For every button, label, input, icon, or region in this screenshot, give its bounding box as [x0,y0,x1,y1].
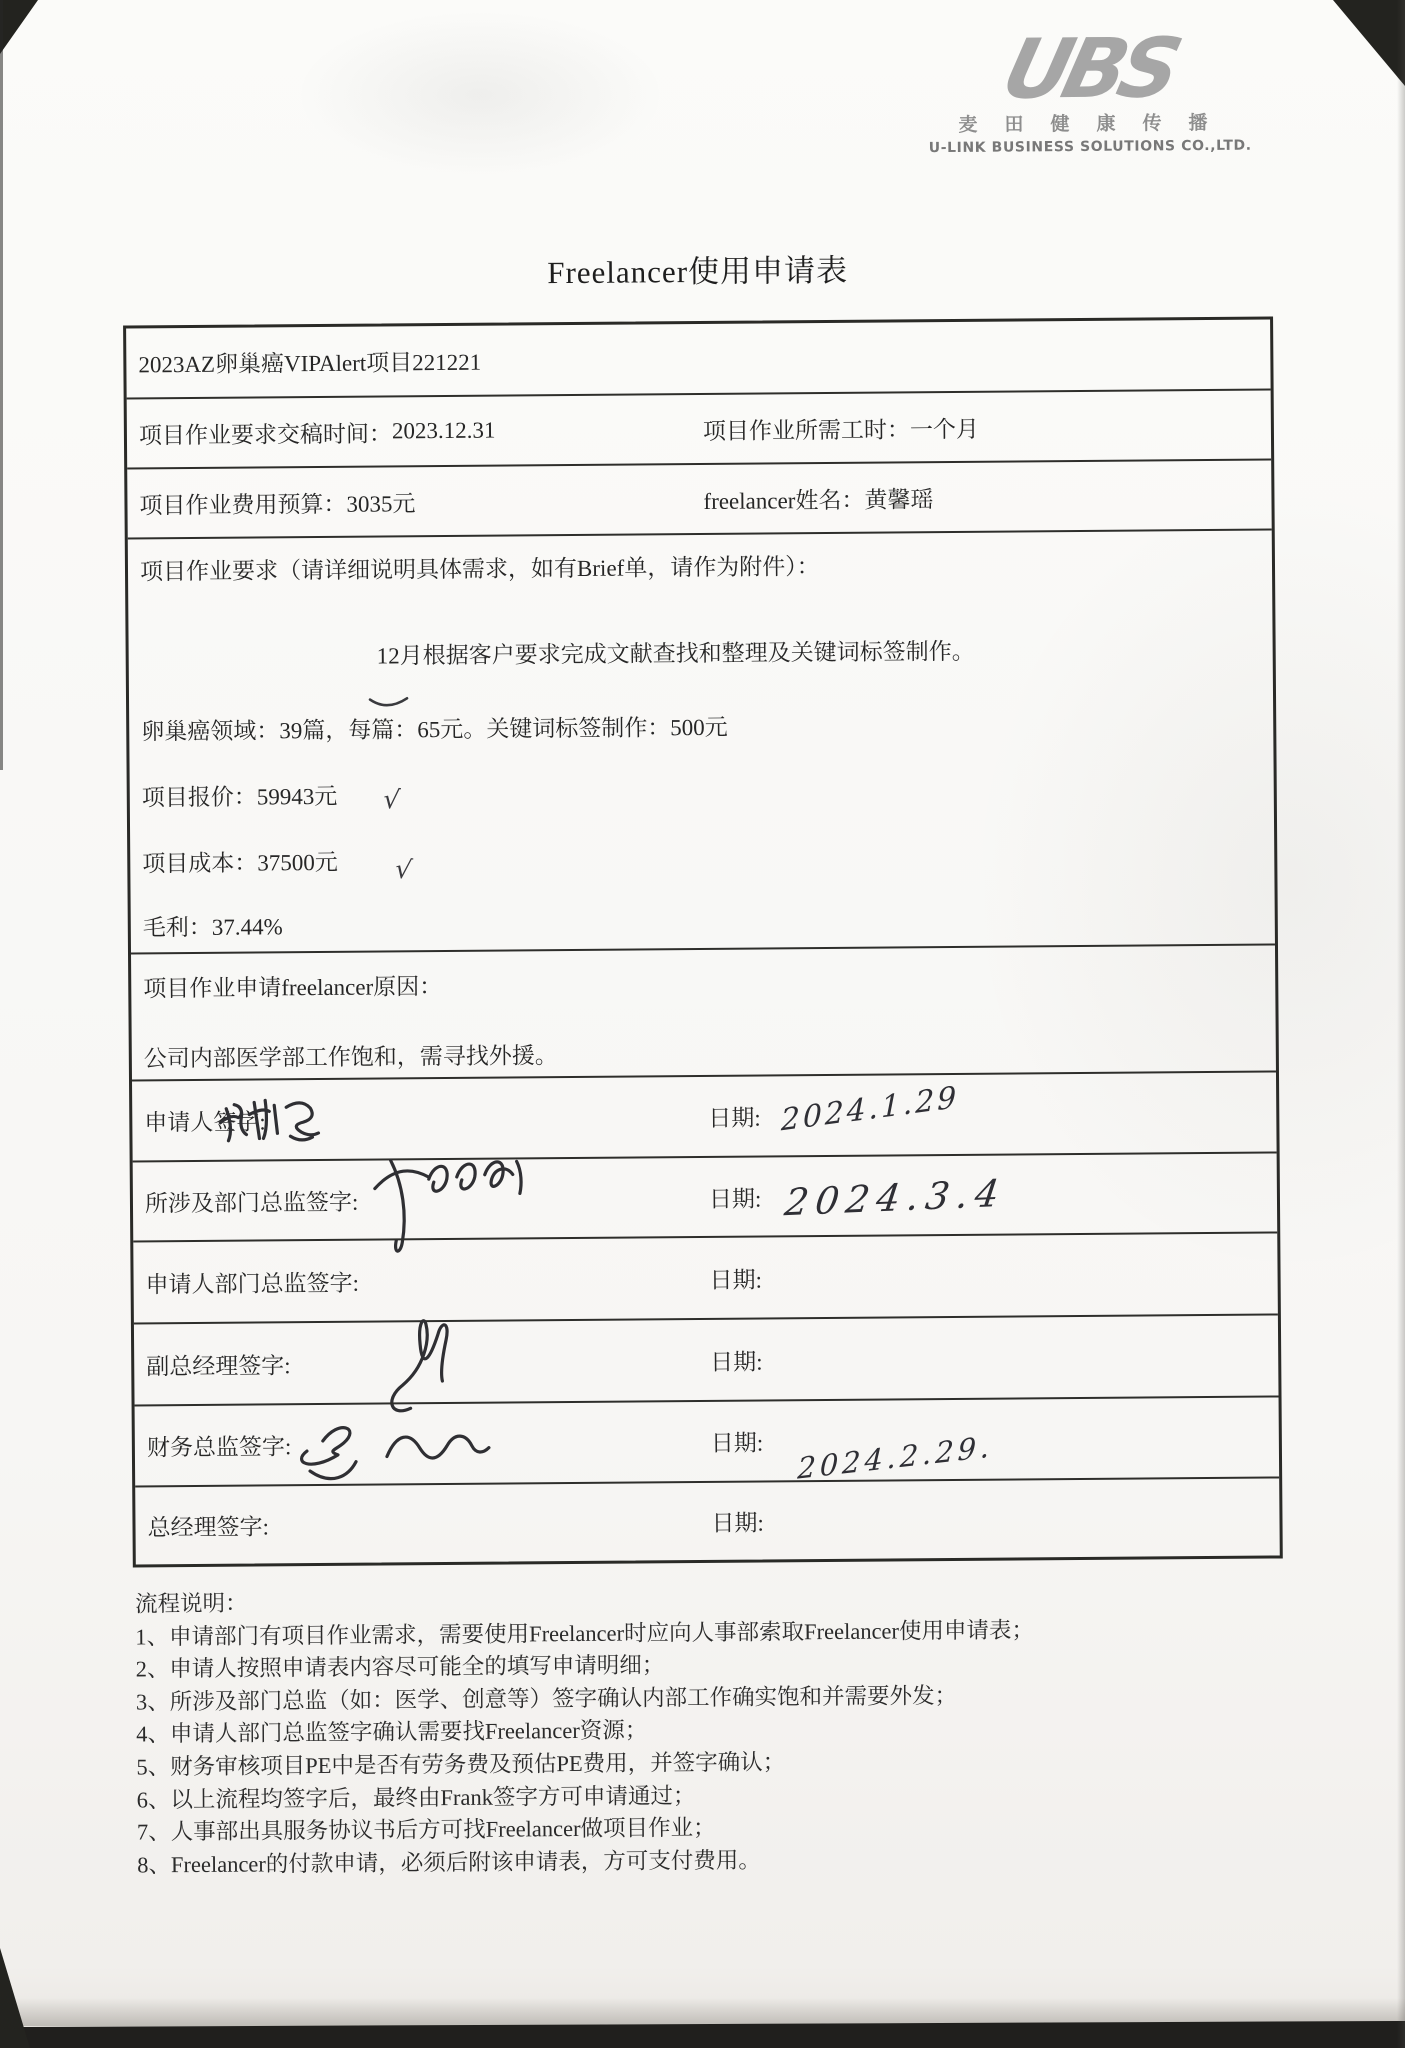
date-label: 日期: [710,1430,764,1456]
finance-director-signature-row [135,1395,1280,1485]
freelancer-name-label: freelancer姓名： [703,487,865,514]
quote-line [141,777,401,817]
pen-mark-scribble [367,695,411,711]
photo-right-edge [1397,0,1405,2048]
signature-label: 申请人签字: [144,1109,266,1136]
applicant-signature-scribble [218,1094,330,1147]
process-note-item: 2、申请人按照申请表内容尽可能全的填写申请明细； [135,1652,665,1682]
company-logo [928,21,1252,157]
signature-label: 申请人部门总监签字: [145,1270,360,1297]
margin-label: 毛利： [142,914,212,941]
signature-label: 总经理签字: [147,1514,270,1541]
signature-label: 副总经理签字: [146,1352,291,1379]
process-note-item: 3、所涉及部门总监（如：医学、创意等）签字确认内部工作确实饱和并需要外发； [135,1682,958,1715]
project-name: 2023AZ卵巢癌VIPAlert项目221221 [138,349,482,378]
process-note-item: 8、Freelancer的付款申请，必须后附该申请表，方可支付费用。 [137,1847,761,1878]
logo-english-name: U-LINK BUSINESS SOLUTIONS CO.,LTD. [928,137,1252,157]
date-label: 日期: [710,1349,763,1375]
budget-value: 3035元 [346,490,416,517]
form-title: Freelancer使用申请表 [547,252,849,291]
handwritten-date: 2024.3.4 [782,1171,1009,1225]
process-note-item: 7、人事部出具服务协议书后方可找Freelancer做项目作业； [136,1815,716,1845]
handwritten-checkmark: √ [381,784,401,817]
ubs-logo-mark: UBS [994,21,1185,118]
freelancer-name-value: 黄馨瑶 [864,486,934,513]
reason-cell [131,943,1276,1079]
requirements-detail: 卵巢癌领域：39篇，每篇：65元。关键词标签制作：500元 [141,714,728,745]
applicant-signature-row [132,1070,1277,1160]
margin-line [143,908,283,942]
photo-left-edge [0,0,3,770]
handwritten-date: 2024.1.29 [780,1079,960,1139]
logo-chinese-name: 麦田健康传播 [958,112,1235,136]
budget-row [127,458,1272,537]
date-label: 日期: [709,1267,763,1293]
duration-label: 项目作业所需工时： [702,416,911,444]
project-name-row [126,320,1271,398]
gm-signature-row [135,1476,1280,1564]
reason-header: 项目作业申请freelancer原因： [143,974,443,1002]
dept-director-signature-row [133,1151,1278,1240]
process-note-item: 5、财务审核项目PE中是否有劳务费及预估PE费用，并签字确认； [136,1749,786,1780]
cost-line [142,843,414,887]
deadline-label: 项目作业要求交稿时间： [138,420,393,448]
process-note-item: 6、以上流程均签字后，最终由Frank签字方可申请通过； [136,1782,696,1813]
quote-value: 59943元 [256,783,338,810]
margin-value: 37.44% [211,914,283,940]
process-note-item: 1、申请部门有项目作业需求，需要使用Freelancer时应向人事部索取Freelancer使用申请表； [135,1616,1035,1650]
handwritten-date: 2024.2.29. [796,1429,994,1486]
deadline-row [127,389,1272,468]
signature-label: 所涉及部门总监签字: [144,1189,359,1216]
reason-text: 公司内部医学部工作饱和，需寻找外援。 [143,1043,558,1072]
duration-value: 一个月 [909,416,980,442]
date-label: 日期: [708,1105,761,1131]
application-form-table [123,316,1283,1567]
quote-label: 项目报价： [141,784,257,811]
deputy-gm-signature-row [134,1313,1279,1404]
date-label: 日期: [708,1186,762,1212]
deadline-value: 2023.12.31 [391,417,496,444]
process-notes [135,1581,1036,1881]
budget-label: 项目作业费用预算： [139,491,347,518]
cost-label: 项目成本： [142,850,258,877]
handwritten-checkmark: √ [392,854,414,887]
applicant-dept-director-signature-row [133,1231,1278,1322]
requirements-cell [128,528,1275,952]
requirements-line1: 12月根据客户要求完成文献查找和整理及关键词标签制作。 [376,638,975,669]
requirements-header: 项目作业要求（请详细说明具体需求，如有Brief单，请作为附件）： [139,554,820,585]
date-label: 日期: [711,1510,764,1536]
process-notes-header: 流程说明： [135,1590,248,1617]
cost-value: 37500元 [257,849,338,876]
process-note-item: 4、申请人部门总监签字确认需要找Freelancer资源； [136,1717,648,1747]
signature-label: 财务总监签字: [146,1434,292,1461]
